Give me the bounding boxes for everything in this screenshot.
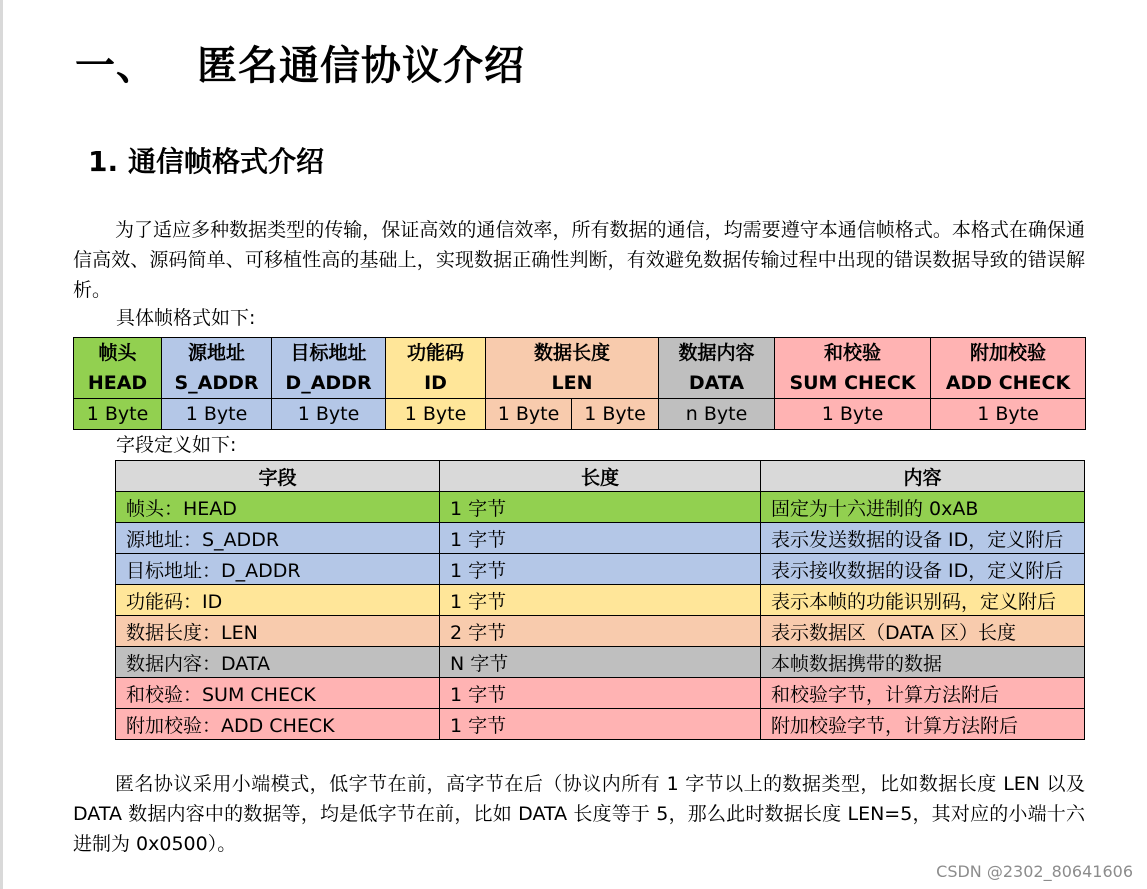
field-length: 1 字节 [440, 554, 761, 585]
field-name: 帧头：HEAD [116, 492, 440, 523]
frame-header-d-addr: 目标地址 D_ADDR [272, 338, 386, 399]
table-row [116, 585, 1085, 616]
fields-header-field: 字段 [116, 461, 440, 492]
field-length: 1 字节 [440, 523, 761, 554]
field-length: N 字节 [440, 647, 761, 678]
table-row [116, 647, 1085, 678]
frame-format-table [73, 337, 1086, 430]
table-row [116, 492, 1085, 523]
field-length: 1 字节 [440, 709, 761, 740]
field-name: 数据内容：DATA [116, 647, 440, 678]
field-definition-table [115, 460, 1085, 740]
heading-1 [75, 34, 525, 91]
field-length: 1 字节 [440, 585, 761, 616]
table-row [116, 554, 1085, 585]
field-content: 表示发送数据的设备 ID，定义附后 [761, 523, 1085, 554]
field-name: 和校验：SUM CHECK [116, 678, 440, 709]
heading-2-number: 1. [88, 145, 119, 178]
frame-header-add-check: 附加校验 ADD CHECK [931, 338, 1086, 399]
frame-size-head: 1 Byte [74, 399, 162, 430]
frame-size-data: n Byte [659, 399, 775, 430]
field-length: 1 字节 [440, 492, 761, 523]
table-row [116, 678, 1085, 709]
field-content: 和校验字节，计算方法附后 [761, 678, 1085, 709]
frame-header-head: 帧头 HEAD [74, 338, 162, 399]
intro-paragraph: 为了适应多种数据类型的传输，保证高效的通信效率，所有数据的通信，均需要遵守本通信帧格式。本格式在确保通信高效、源码简单、可移植性高的基础上，实现数据正确性判断，有效避免数据传输过程中出现的错误数据导致的错误解析。 [73, 219, 1085, 301]
field-name: 目标地址：D_ADDR [116, 554, 440, 585]
field-name: 源地址：S_ADDR [116, 523, 440, 554]
field-length: 1 字节 [440, 678, 761, 709]
fields-header-content: 内容 [761, 461, 1085, 492]
page-left-border [0, 0, 3, 889]
field-content: 表示本帧的功能识别码，定义附后 [761, 585, 1085, 616]
fields-header-length: 长度 [440, 461, 761, 492]
heading-1-title: 匿名通信协议介绍 [197, 43, 525, 89]
frame-size-len-high: 1 Byte [572, 399, 659, 430]
fields-caption: 字段定义如下: [116, 434, 237, 456]
csdn-watermark: CSDN @2302_80641606 [936, 862, 1133, 881]
frame-header-len: 数据长度 LEN [486, 338, 659, 399]
frame-header-id: 功能码 ID [386, 338, 486, 399]
frame-size-id: 1 Byte [386, 399, 486, 430]
field-content: 附加校验字节，计算方法附后 [761, 709, 1085, 740]
field-content: 表示接收数据的设备 ID，定义附后 [761, 554, 1085, 585]
frame-header-s-addr: 源地址 S_ADDR [162, 338, 272, 399]
frame-header-sum-check: 和校验 SUM CHECK [775, 338, 931, 399]
field-name: 功能码：ID [116, 585, 440, 616]
frame-size-sum-check: 1 Byte [775, 399, 931, 430]
table-row [116, 523, 1085, 554]
field-content: 表示数据区（DATA 区）长度 [761, 616, 1085, 647]
frame-size-d-addr: 1 Byte [272, 399, 386, 430]
field-length: 2 字节 [440, 616, 761, 647]
frame-size-len-low: 1 Byte [486, 399, 572, 430]
field-name: 数据长度：LEN [116, 616, 440, 647]
heading-1-number: 一、 [75, 43, 157, 89]
table-row [116, 709, 1085, 740]
frame-format-caption: 具体帧格式如下: [116, 307, 256, 329]
frame-header-data: 数据内容 DATA [659, 338, 775, 399]
field-content: 固定为十六进制的 0xAB [761, 492, 1085, 523]
heading-2 [88, 140, 324, 180]
table-row [116, 616, 1085, 647]
field-content: 本帧数据携带的数据 [761, 647, 1085, 678]
heading-2-title: 通信帧格式介绍 [128, 145, 325, 178]
endianness-paragraph: 匿名协议采用小端模式，低字节在前，高字节在后（协议内所有 1 字节以上的数据类型，比如数据长度 LEN 以及 DATA 数据内容中的数据等，均是低字节在前，比如 DATA 长度等于 5，那么此时数据长度 LEN=5，其对应的小端十六进制为 0x0500）。 [73, 773, 1085, 855]
field-name: 附加校验：ADD CHECK [116, 709, 440, 740]
frame-size-s-addr: 1 Byte [162, 399, 272, 430]
frame-size-add-check: 1 Byte [931, 399, 1086, 430]
